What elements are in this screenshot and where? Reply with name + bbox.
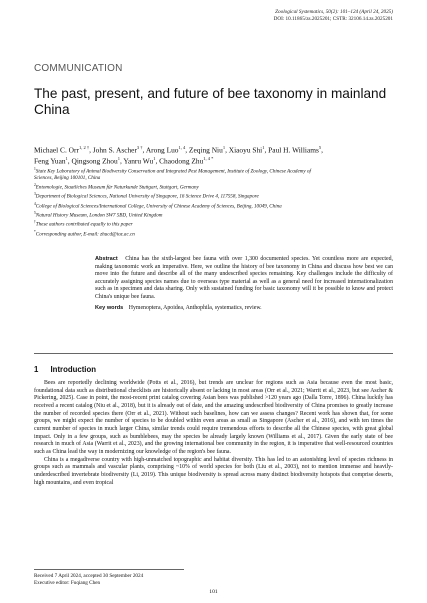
abstract-text: China has the sixth-largest bee fauna with over 1,300 documented species. Yet countless more are expected, making taxonomic work an imperative. Here, we outline the history of bee taxonomy in China and discuss how best we can move into the future and describe all of the many undescribed species remaining. Key challenges include the difficulty of accurately assigning species names due to overseas type material as well as a general need for increased internationalization such as in specimen and data sharing. Only with sustained funding for basic taxonomy will it be possible to know and protect China's unique bee fauna. bbox=[95, 256, 393, 300]
received-dates: Received 7 April 2024, accepted 30 September 2024 bbox=[34, 573, 144, 579]
affiliation-line: Sciences, Beijing 100101, China bbox=[34, 175, 101, 182]
affiliations bbox=[34, 166, 394, 238]
body-text bbox=[34, 380, 393, 487]
affiliation-line: $^1$State Key Laboratory of Animal Biodiversity Conservation and Integrated Pest Management, Institute of Zoology, Chinese Academy of bbox=[34, 167, 311, 175]
executive-editor: Executive editor: Fuqiang Chen bbox=[34, 579, 101, 586]
abstract bbox=[95, 256, 393, 313]
section-title: Introduction bbox=[50, 365, 96, 374]
section-heading bbox=[34, 365, 96, 374]
author-line-2: Feng Yuan$^1$, Qingsong Zhou$^1$, Yanru Wu$^1$, Chaodong Zhu$^{1, 4 *}$ bbox=[34, 156, 214, 166]
journal-header bbox=[133, 9, 393, 22]
keywords-text: Hymenoptera, Apoidea, Anthophila, systematics, review. bbox=[128, 305, 262, 311]
article-title: The past, present, and future of bee taxonomy in mainland China bbox=[34, 86, 387, 117]
footnotes bbox=[34, 573, 143, 586]
equal-contribution-note: †These authors contributed equally to this paper bbox=[34, 220, 133, 229]
journal-citation: Zoological Systematics, 50(2): 101–124 (April 24, 2025) bbox=[275, 9, 393, 15]
page-number: 101 bbox=[209, 589, 218, 595]
article-type: COMMUNICATION bbox=[34, 63, 123, 74]
author-list bbox=[34, 143, 394, 166]
paragraph: China is a megadiverse country with high-unmatched topographic and habitat diversity. This has led to an astonishing level of species richness in groups such as mammals and vascular plants, comprising ~10% of world species for both (Liu et al., 2003), not to mention immense and heavily-underdescribed invertebrate biodiversity (Li, 2019). This unique biodiversity is spread across many distinct biodiversity hotspots that comprise deserts, high mountains, and even tropical bbox=[34, 456, 393, 486]
section-number: 1 bbox=[34, 365, 39, 374]
affiliation-line: $^2$Entomologie, Staatliches Museum für Naturkunde Stuttgart, Stuttgart, Germany bbox=[34, 183, 199, 191]
keywords-label: Key words bbox=[95, 305, 124, 311]
keywords bbox=[95, 305, 393, 313]
section-divider bbox=[34, 353, 393, 354]
footnote-divider bbox=[34, 569, 184, 570]
affiliation-line: $^4$College of Biological Sciences/International College, University of Chinese Academy of Sciences, Beijing, 10049, China bbox=[34, 201, 282, 210]
affiliation-line: $^3$Department of Biological Sciences, National University of Singapore, 16 Science Drive 4, 117558, Singapore bbox=[34, 192, 259, 201]
corresponding-author-note: *Corresponding author, E-mail: zhucd@ioz.ac.cn bbox=[34, 229, 135, 238]
doi-line: DOI: 10.11865/zs.2025201; CSTR: 32106.14.zs.2025201 bbox=[273, 15, 393, 22]
paragraph: Bees are reportedly declining worldwide (Potts et al., 2016), but trends are unclear for regions such as Asia because even the most basic, foundational data such as distributional checklists are historically absent or lacking in most areas (Orr et al., 2021; Warrit et al., 2023, but see Ascher & Pickering, 2025). Case in point, the most-recent print catalog covering Asian bees was published >120 years ago (Dalla Torre, 1896). China luckily has received a recent catalog (Niu et al., 2018), but it is already out of date, and the amazing undescribed biodiversity of China promises to greatly increase the number of recorded species there (Orr et al., 2021). Without such baselines, how can we assess changes? Recent work has shown that, for some groups, we might expect the number of species to be doubled within even areas as small as Singapore (Ascher et al., 2016), and with ten times the current number of species in much larger China, similar trends could require tremendous efforts to describe all the Chinese species, with great global impact. Only in a few groups, such as bumblebees, may the species be already largely known (Williams et al., 2017). Given the early state of bee research in much of Asia (Warrit et al., 2023), and the growing international bee community in the region, it is imperative that well-resourced countries such as China lead the way in modernizing our knowledge of the region's bee fauna. bbox=[34, 380, 393, 455]
affiliation-line: $^5$Natural History Museum, London SW7 5BD, United Kingdom bbox=[34, 211, 163, 219]
abstract-label: Abstract bbox=[95, 256, 118, 262]
author-line-1: Michael C. Orr$^{1, 2 \dagger}$, John S. Ascher$^{3 \dagger}$, Arong Luo$^{1, 4}$, Zeqing Niu$^1$, Xiaoyu Shi$^1$, Paul H. Williams$^5$, bbox=[34, 145, 323, 155]
